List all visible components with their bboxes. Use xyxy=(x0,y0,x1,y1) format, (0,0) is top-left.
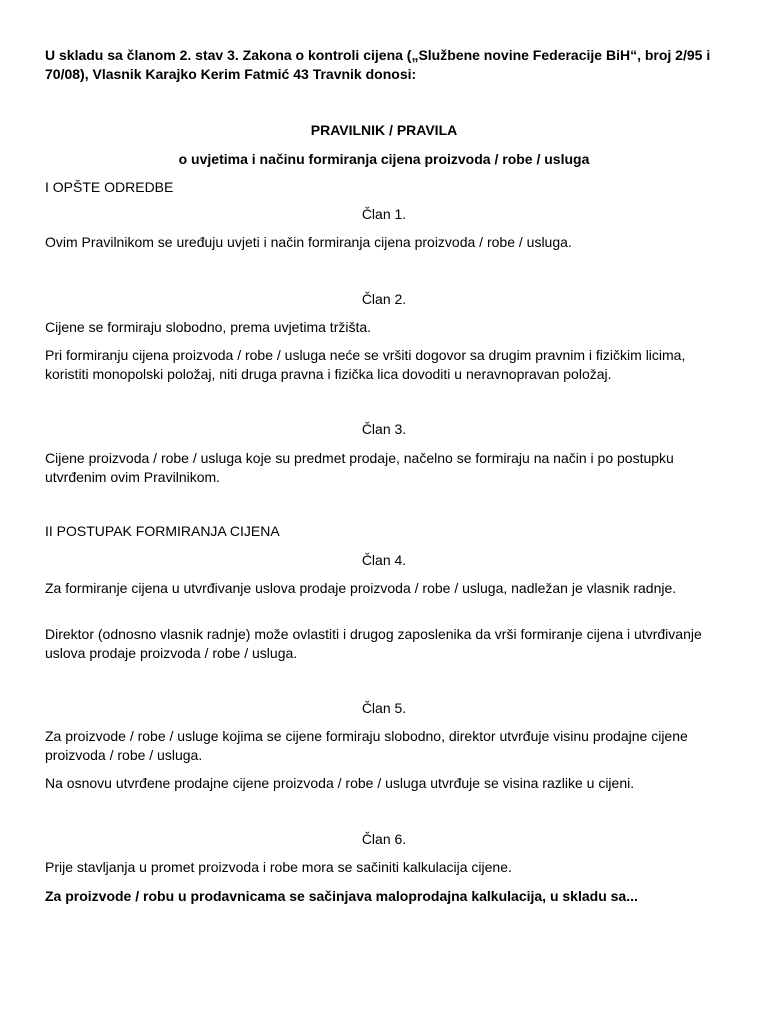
article-6-paragraph-1: Prije stavljanja u promet proizvoda i robe mora se sačiniti kalkulacija cijene. xyxy=(45,859,512,875)
article-1-heading: Član 1. xyxy=(361,206,407,222)
article-6-heading: Član 6. xyxy=(361,831,407,847)
article-3-paragraph-1: Cijene proizvoda / robe / usluga koje su predmet prodaje, načelno se formiraju na način i po postupku utvrđenim ovim Pravilnikom. xyxy=(45,450,674,485)
section-heading-1: I OPŠTE ODREDBE xyxy=(45,179,174,195)
article-6-paragraph-2: Za proizvode / robu u prodavnicama se sačinjava maloprodajna kalkulacija, u skladu sa... xyxy=(45,888,638,904)
article-4-paragraph-2: Direktor (odnosno vlasnik radnje) može ovlastiti i drugog zaposlenika da vrši formiranje cijena i utvrđivanje uslova prodaje proizvoda / robe / usluga. xyxy=(45,626,702,661)
article-5-heading: Član 5. xyxy=(361,700,407,716)
intro-paragraph: U skladu sa članom 2. stav 3. Zakona o kontroli cijena („Službene novine Federacije BiH“, broj 2/95 i 70/08), Vlasnik Karajko Kerim Fatmić 43 Travnik donosi: xyxy=(45,47,711,82)
article-4-paragraph-1: Za formiranje cijena u utvrđivanje uslova prodaje proizvoda / robe / usluga, nadležan je vlasnik radnje. xyxy=(45,580,677,596)
document-title: PRAVILNIK / PRAVILA xyxy=(310,122,458,138)
article-2-paragraph-2: Pri formiranju cijena proizvoda / robe / usluga neće se vršiti dogovor sa drugim pravnim i fizičkim licima, koristiti monopolski položaj, niti druga pravna i fizička lica dovoditi u neravnopravan položaj. xyxy=(45,347,686,382)
article-2-paragraph-1: Cijene se formiraju slobodno, prema uvjetima tržišta. xyxy=(45,319,372,335)
article-3-heading: Član 3. xyxy=(361,421,407,437)
document-subtitle: o uvjetima i načinu formiranja cijena proizvoda / robe / usluga xyxy=(178,151,590,167)
article-5-paragraph-1: Za proizvode / robe / usluge kojima se cijene formiraju slobodno, direktor utvrđuje visinu prodajne cijene proizvoda / robe / usluga. xyxy=(45,728,688,763)
article-5-paragraph-2: Na osnovu utvrđene prodajne cijene proizvoda / robe / usluga utvrđuje se visina razlike u cijeni. xyxy=(45,775,635,791)
article-2-heading: Član 2. xyxy=(361,291,407,307)
article-4-heading: Član 4. xyxy=(361,552,407,568)
article-1-paragraph-1: Ovim Pravilnikom se uređuju uvjeti i način formiranja cijena proizvoda / robe / usluga. xyxy=(45,234,572,250)
section-heading-2: II POSTUPAK FORMIRANJA CIJENA xyxy=(45,523,280,539)
